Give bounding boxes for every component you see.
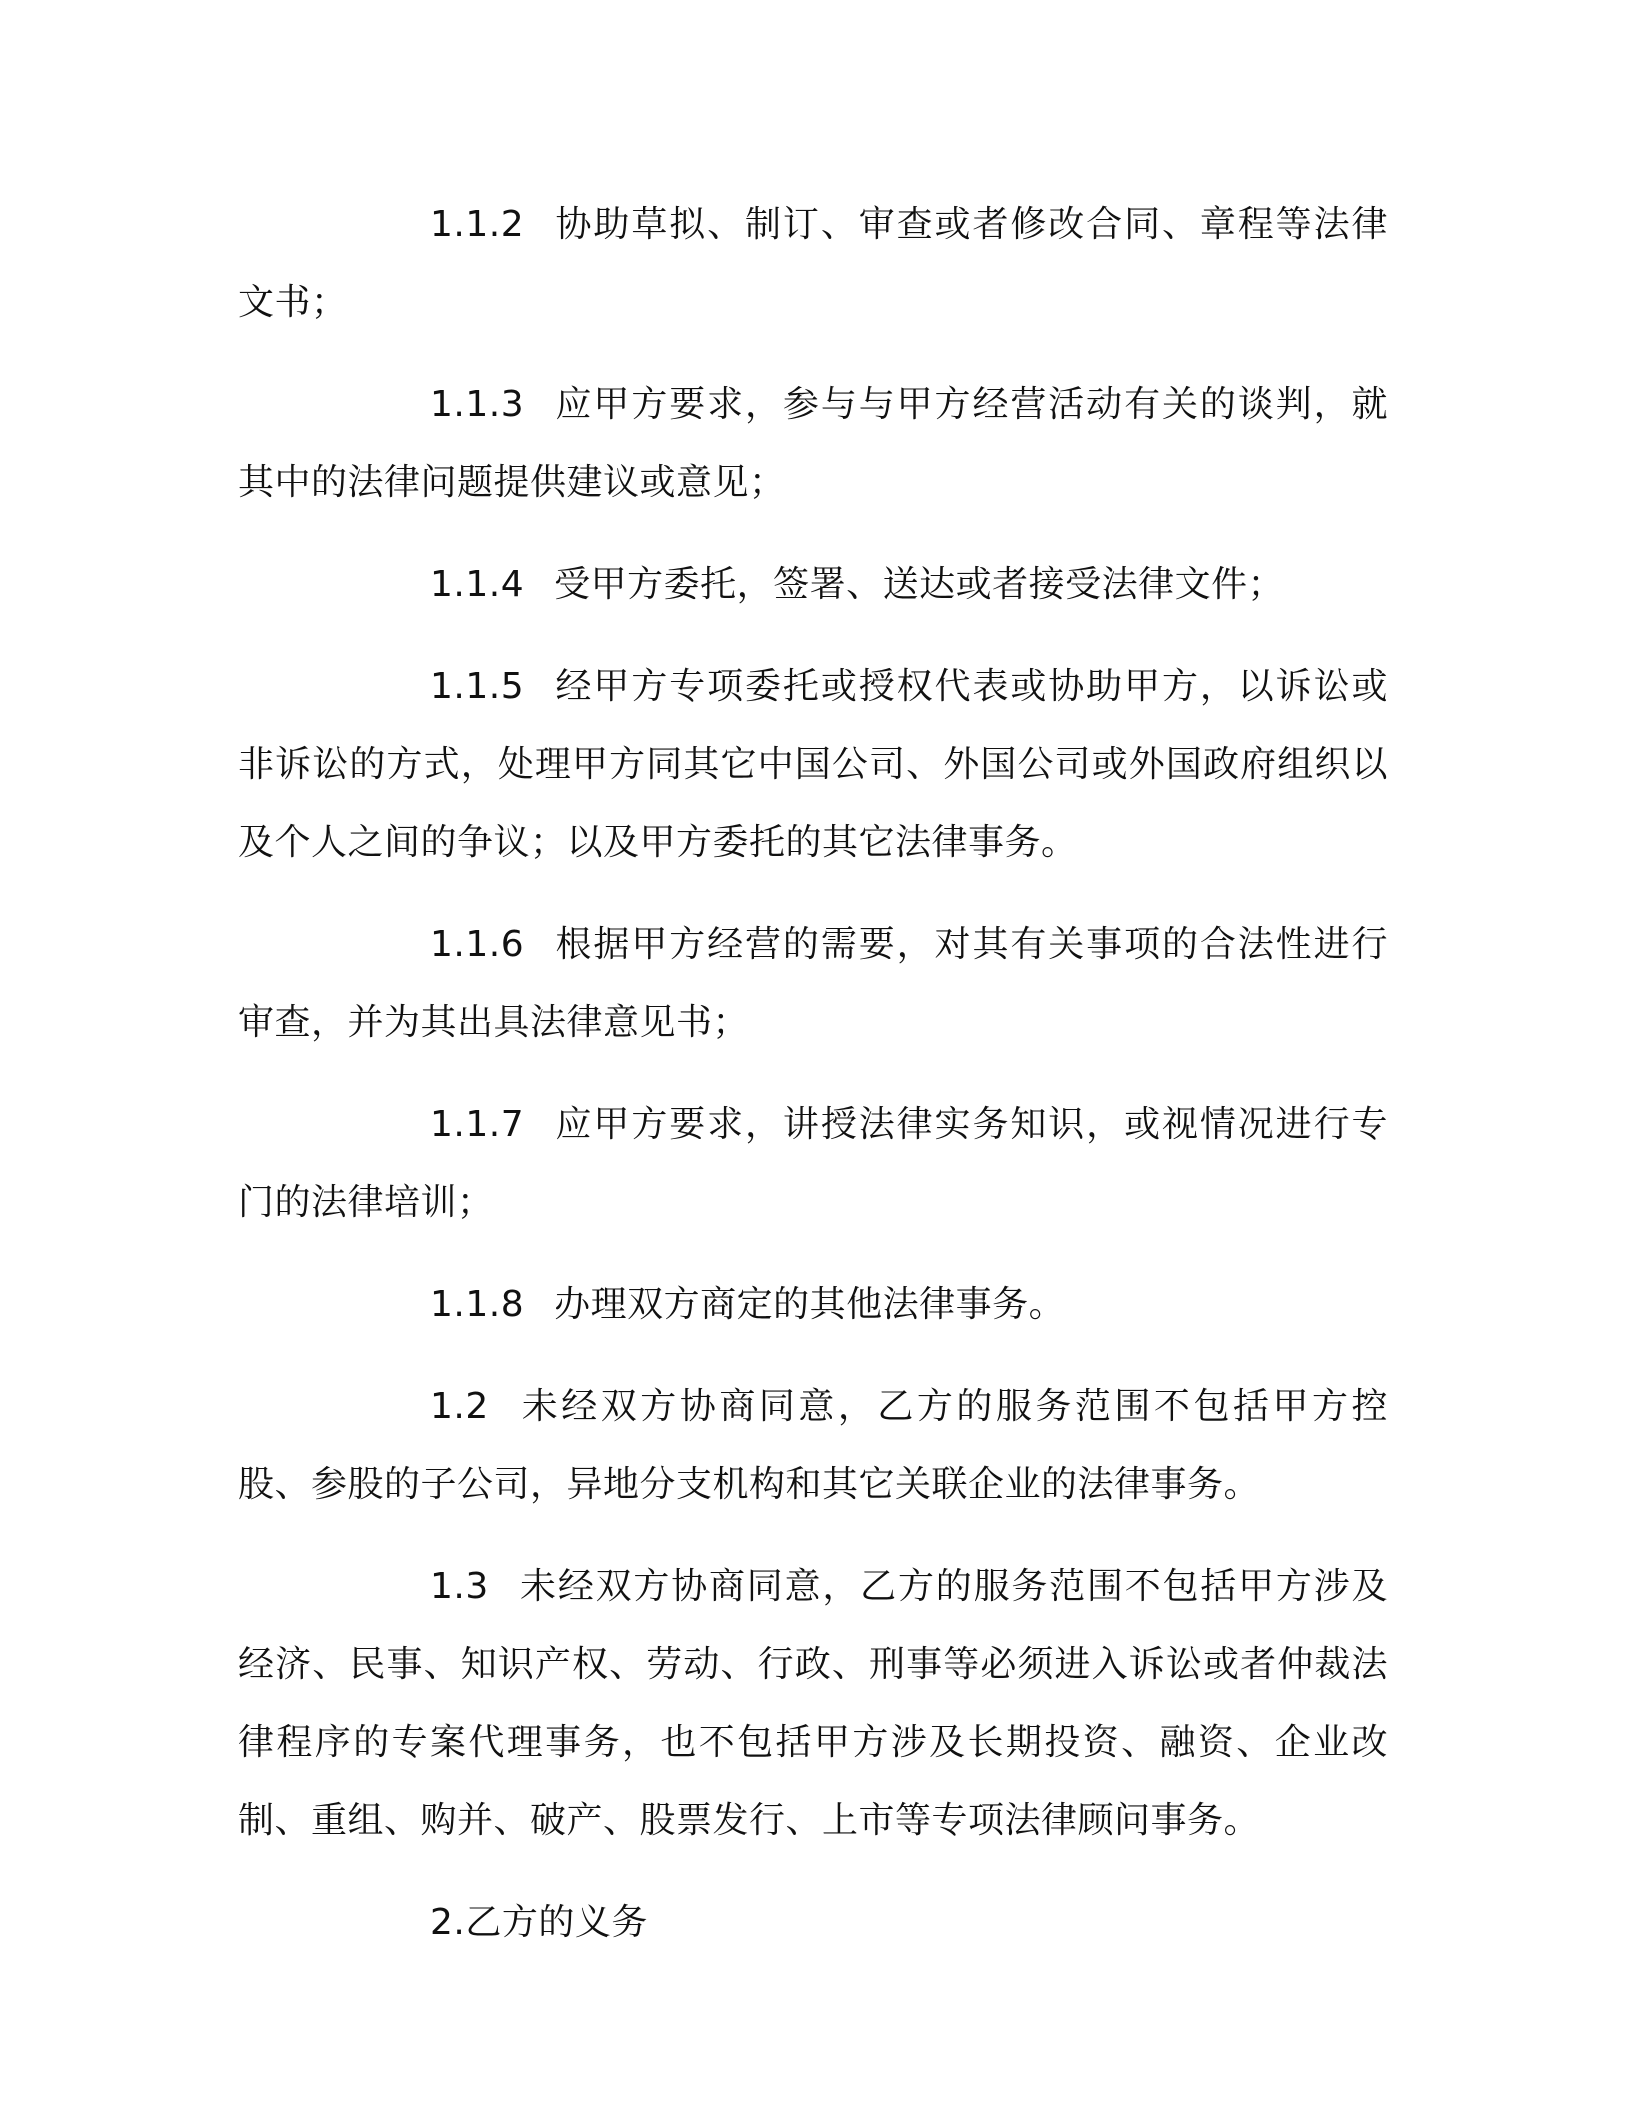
clause-text: 受甲方委托，签署、送达或者接受法律文件； (554, 564, 1285, 605)
clause-number: 1.1.5 (430, 666, 525, 707)
clause-1-2 (238, 1368, 1388, 1524)
section-number: 2. (430, 1902, 466, 1943)
clause-number: 1.1.7 (430, 1104, 525, 1145)
clause-number: 1.1.6 (430, 924, 525, 965)
clause-1-1-2 (238, 186, 1388, 342)
clause-text: 经甲方专项委托或授权代表或协助甲方，以诉讼或非诉讼的方式，处理甲方同其它中国公司、外国公司或外国政府组织以及个人之间的争议；以及甲方委托的其它法律事务。 (238, 666, 1388, 863)
clause-number: 1.2 (430, 1386, 489, 1427)
clause-number: 1.3 (430, 1566, 489, 1607)
clause-text: 应甲方要求，参与与甲方经营活动有关的谈判，就其中的法律问题提供建议或意见； (238, 384, 1388, 503)
clause-1-1-3 (238, 366, 1388, 522)
clause-number: 1.1.2 (430, 204, 525, 245)
section-heading-2 (238, 1884, 1388, 1962)
clause-text: 办理双方商定的其他法律事务。 (554, 1284, 1066, 1325)
clause-text: 应甲方要求，讲授法律实务知识，或视情况进行专门的法律培训； (238, 1104, 1388, 1223)
clause-text: 根据甲方经营的需要，对其有关事项的合法性进行审查，并为其出具法律意见书； (238, 924, 1388, 1043)
clause-1-1-8 (238, 1266, 1388, 1344)
clause-1-3 (238, 1548, 1388, 1860)
clause-text: 未经双方协商同意，乙方的服务范围不包括甲方涉及经济、民事、知识产权、劳动、行政、刑事等必须进入诉讼或者仲裁法律程序的专案代理事务，也不包括甲方涉及长期投资、融资、企业改制、重组、购并、破产、股票发行、上市等专项法律顾问事务。 (238, 1566, 1388, 1841)
clause-1-1-6 (238, 906, 1388, 1062)
clause-number: 1.1.4 (430, 564, 525, 605)
clause-1-1-4 (238, 546, 1388, 624)
clause-1-1-5 (238, 648, 1388, 882)
clause-1-1-7 (238, 1086, 1388, 1242)
clause-text: 协助草拟、制订、审查或者修改合同、章程等法律文书； (238, 204, 1388, 323)
clause-number: 1.1.3 (430, 384, 525, 425)
clause-number: 1.1.8 (430, 1284, 525, 1325)
clause-text: 未经双方协商同意，乙方的服务范围不包括甲方控股、参股的子公司，异地分支机构和其它关联企业的法律事务。 (238, 1386, 1388, 1505)
section-title: 乙方的义务 (465, 1902, 648, 1943)
document-body (238, 186, 1388, 1986)
